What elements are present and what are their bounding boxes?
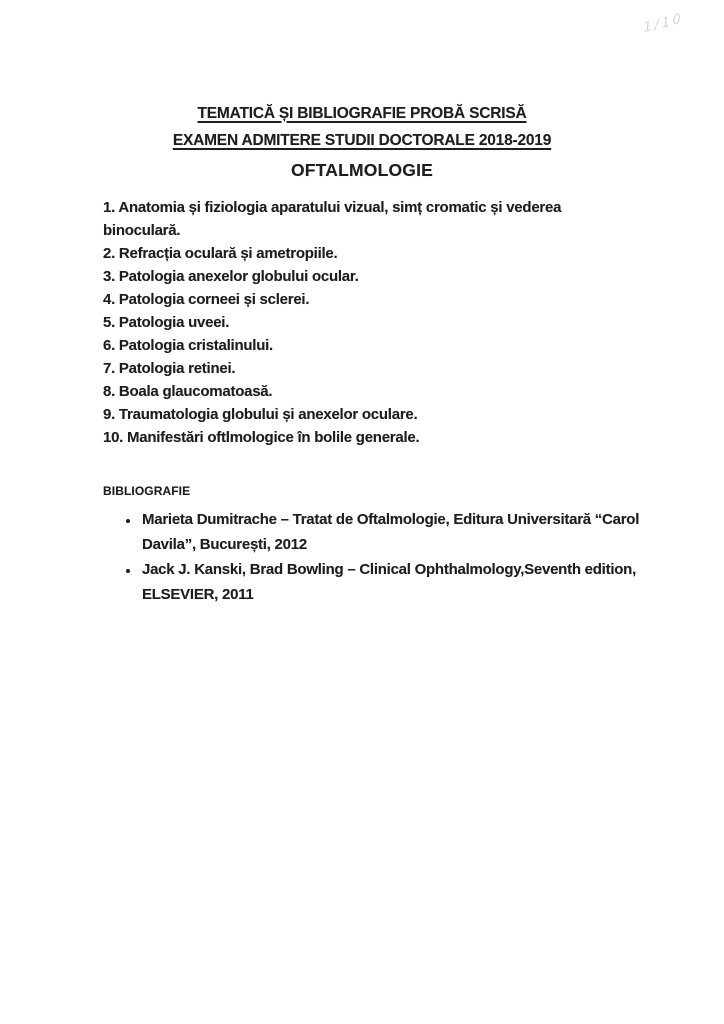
- bibliography-section: [103, 484, 663, 607]
- topic-item-1: 1. Anatomia și fiziologia aparatului vizual, simț cromatic și vederea binoculară.: [103, 199, 562, 239]
- title-line-1: TEMATICĂ ȘI BIBLIOGRAFIE PROBĂ SCRISĂ: [197, 105, 527, 122]
- handwritten-mark: 1/10: [642, 10, 684, 37]
- topic-item-9: 9. Traumatologia globului și anexelor oculare.: [103, 406, 418, 423]
- bibliography-heading: BIBLIOGRAFIE: [103, 484, 191, 498]
- topics-list: [103, 196, 618, 449]
- bibliography-list: [103, 507, 670, 607]
- title-line-2: EXAMEN ADMITERE STUDII DOCTORALE 2018-2019: [172, 132, 552, 149]
- topic-item-7: 7. Patologia retinei.: [103, 360, 236, 377]
- topic-item-2: 2. Refracția oculară și ametropiile.: [103, 245, 338, 262]
- topic-item-8: 8. Boala glaucomatoasă.: [103, 383, 273, 400]
- title-subject: OFTALMOLOGIE: [290, 160, 434, 180]
- topic-item-6: 6. Patologia cristalinului.: [103, 337, 273, 354]
- document-header: [0, 100, 724, 185]
- bibliography-item: • Marieta Dumitrache – Tratat de Oftalmologie, Editura Universitară “Carol Davila”, București, 2012: [140, 507, 670, 557]
- topic-item-3: 3. Patologia anexelor globului ocular.: [103, 268, 359, 285]
- topic-item-5: 5. Patologia uveei.: [103, 314, 230, 331]
- topic-item-4: 4. Patologia corneei și sclerei.: [103, 291, 310, 308]
- bibliography-item: • Jack J. Kanski, Brad Bowling – Clinical Ophthalmology,Seventh edition, ELSEVIER, 2011: [140, 557, 670, 607]
- topic-item-10: 10. Manifestări oftlmologice în bolile generale.: [103, 429, 420, 446]
